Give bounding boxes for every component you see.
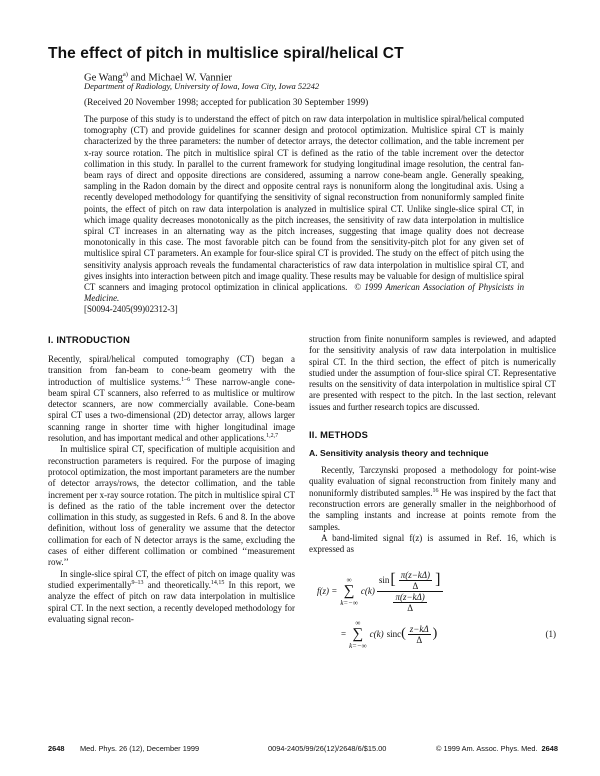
- section-heading-introduction: I. INTRODUCTION: [48, 335, 131, 345]
- intro-p3-text-b: and theoretically.: [143, 579, 211, 590]
- citation: 16: [432, 487, 439, 494]
- citation: 9–13: [131, 579, 144, 586]
- footer-copyright: © 1999 Am. Assoc. Phys. Med.: [436, 744, 538, 753]
- article-title: The effect of pitch in multislice spiral/helical CT: [48, 45, 404, 62]
- methods-p1-text-a: Recently, Tarczynski proposed a methodology for point-wise quality evaluation of signal reconstruction from finitely many and nonuniformly distributed samples.: [309, 465, 556, 498]
- intro-paragraph-2: In multislice spiral CT, specification of multiple acquisition and reconstruction parameters is required. For the purpose of imaging protocol optimization, the most important parameters are the number of detector arrays/rows, the detector collimation, and the table increment per x-ray source rotation. The pitch in multislice spiral CT is defined as the ratio of the table increment over the detector collimation in this study, as suggested in Refs. 6 and 8. In the above definition, without loss of generality we assume that the detector collimation for each of N detector arrays is the same, excluding the cases of either different collimation or combined ‘‘measurement row.’’: [48, 444, 295, 568]
- sinc-argument: [408, 624, 431, 645]
- intro-paragraph-1: [48, 354, 295, 444]
- journal-code: 0094-2405/99/26(12)/2648/6/$15.00: [268, 744, 387, 753]
- equation-1: f(z) = ∞ ∑ k=−∞ c(k) sin [ $\frac{\pi(z-k\Delta)}{\Delta}$ ] $\frac{\pi(z-k\Delta)}{\Delta}$ = ∞ ∑ k=−∞ c(k) sinc ( $\frac{z-k\Delta}{\Delta}$ ) (1): [317, 569, 556, 650]
- equation-lhs: f(z) =: [317, 586, 338, 597]
- equals-sign: =: [341, 629, 347, 640]
- inner-numerator: π(z−kΔ): [400, 569, 431, 580]
- citation: 1–6: [181, 376, 191, 383]
- methods-paragraph-1: [309, 465, 556, 533]
- sum-lower-limit: k=−∞: [349, 641, 367, 650]
- abstract: [84, 114, 524, 316]
- page-number-left: 2648: [48, 744, 65, 753]
- sum-upper-limit: ∞: [355, 618, 361, 627]
- coefficient: c(k): [369, 629, 384, 640]
- citation: 1,2,7: [266, 433, 279, 440]
- intro-p3-text-c: In this report, we analyze the effect of pitch on raw data interpolation in multislice spiral CT. In the next section, a recently developed methodology for evaluating signal recon-: [48, 579, 296, 624]
- intro-paragraph-3: [48, 569, 295, 625]
- intro-p3-text-a: In single-slice spiral CT, the effect of pitch on image quality was studied experimentally: [48, 568, 295, 590]
- affiliation: Department of Radiology, University of Iowa, Iowa City, Iowa 52242: [84, 81, 320, 91]
- author-footnote-marker: a): [122, 71, 128, 78]
- page-number-right: 2648: [541, 744, 558, 753]
- sinc-function: sinc: [386, 629, 402, 640]
- inner-denominator: Δ: [412, 580, 419, 591]
- abstract-text: The purpose of this study is to understand the effect of pitch on raw data interpolation in multislice spiral/helical computed tomography (CT) and provide guidelines for scanner design and protocol optimization. Multislice spiral CT is mainly characterized by the three parameters: the number of detector arrays, the detector collimation, and the table increment per x-ray source rotation. The pitch in multislice spiral CT is defined as the ratio of the table increment over the detector collimation in this study. In parallel to the current framework for studying longitudinal image resolution, the central fan-beam rays of direct and opposite directions are considered, assuming a narrow cone-beam angle. Generally speaking, sampling in the Radon domain by the direct and opposite central rays is nonuniform along the longitudinal axis. Using a recently developed methodology for quantifying the sensitivity of signal reconstruction from nonuniformly sampled finite points, the effect of pitch on raw data interpolation is analyzed in multislice spiral CT. Unlike single-slice spiral CT, in which image quality decreases monotonically as the pitch increases, the sensitivity of raw data interpolation in multislice spiral CT increases in an alternating way as the pitch increases, suggesting that image quality does not decrease monotonically in this case. The most favorable pitch can be found from the sensitivity-pitch plot for any given set of multislice spiral CT parameters. An example for four-slice spiral CT is provided. The study on the effect of pitch using the sensitivity analysis approach reveals the fundamental characteristics of raw data interpolation in multislice spiral CT, and gives insights into interaction between pitch and image quality. These results may be valuable for design of multislice spiral CT scanners and imaging protocol optimization in clinical applications.: [84, 114, 524, 293]
- sinc-argument-denominator: Δ: [416, 634, 423, 645]
- coefficient: c(k): [360, 586, 375, 597]
- sinc-fraction: sin [ $\frac{\pi(z-k\Delta)}{\Delta}$ ] $\frac{\pi(z-k\Delta)}{\Delta}$: [377, 570, 444, 613]
- right-column: [309, 334, 556, 653]
- outer-denominator-denominator: Δ: [407, 602, 414, 613]
- summation-symbol: ∞ ∑ k=−∞: [349, 618, 367, 650]
- equation-number: (1): [545, 629, 556, 640]
- sum-lower-limit: k=−∞: [340, 598, 358, 607]
- abstract-copyright: © 1999 American Association of Physicists in Medicine.: [84, 282, 525, 304]
- methods-p1-text-b: He was inspired by the fact that reconstruction errors are generally smaller in the neighborhood of the sampling instants and increase at points remote from the samples.: [309, 487, 556, 532]
- intro-p1-text-a: Recently, spiral/helical computed tomography (CT) began a transition from fan-beam to cone-beam geometry with the introduction of multislice systems.: [48, 354, 295, 387]
- received-dates: (Received 20 November 1998; accepted for publication 30 September 1999): [84, 98, 369, 108]
- left-column: [48, 334, 295, 625]
- journal-citation: Med. Phys. 26 (12), December 1999: [80, 744, 200, 753]
- intro-p1-text-b: These narrow-angle cone-beam spiral CT scanners, also referred to as multislice or multirow detector scanners, are now commercially available. Cone-beam spiral CT uses a two-dimensional (2D) detector array, allows larger scanning range in shorter time with higher longitudinal image resolution, and has important medical and other applications.: [48, 376, 295, 444]
- author-secondary: and Michael W. Vannier: [127, 72, 232, 84]
- abstract-doi: [S0094-2405(99)02312-3]: [84, 304, 178, 315]
- outer-denominator-numerator: π(z−kΔ): [395, 591, 425, 602]
- citation: 14,15: [210, 579, 225, 586]
- author-primary: Ge Wang: [84, 72, 123, 84]
- subsection-heading: A. Sensitivity analysis theory and technique: [309, 448, 489, 459]
- sin-function: sin: [378, 575, 390, 586]
- methods-paragraph-2: A band-limited signal f(z) is assumed in Ref. 16, which is expressed as: [309, 532, 556, 555]
- sum-upper-limit: ∞: [346, 575, 352, 584]
- section-heading-methods: II. METHODS: [309, 430, 369, 441]
- intro-continuation: struction from finite nonuniform samples is reviewed, and adapted for the sensitivity analysis of raw data interpolation in multislice spiral CT. In the third section, the effect of pitch is numerically studied under the assumption of four-slice spiral CT. Representative results on the sensitivity of data interpolation in multislice spiral CT are presented with respect to the pitch. In the last section, relevant issues and further research topics are discussed.: [309, 334, 556, 412]
- page-footer: [48, 744, 558, 756]
- sinc-argument-numerator: z−kΔ: [409, 623, 429, 634]
- summation-symbol: ∞ ∑ k=−∞: [340, 575, 358, 607]
